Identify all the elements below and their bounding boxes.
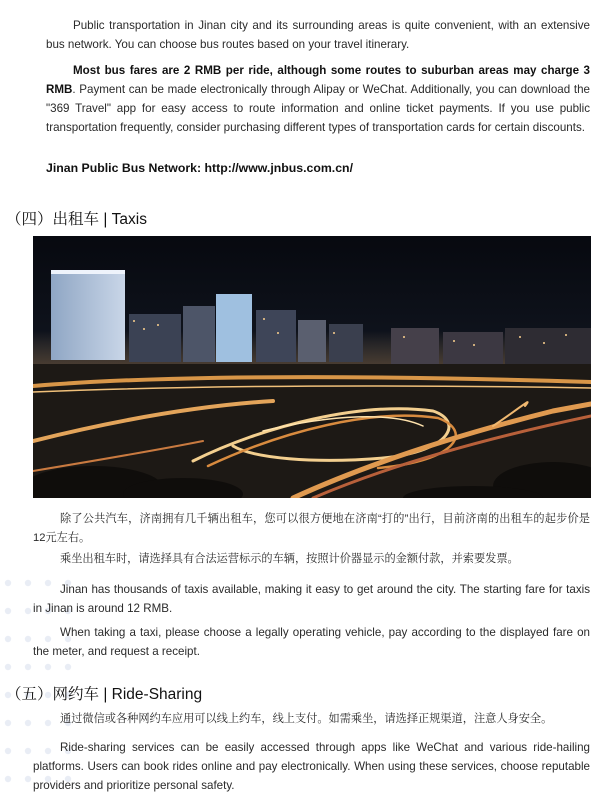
- decorative-dot: [65, 664, 71, 670]
- decorative-dot: [5, 776, 11, 782]
- decorative-dot: [5, 664, 11, 670]
- bus-network-link[interactable]: Jinan Public Bus Network: http://www.jnbus.com.cn/: [46, 161, 353, 175]
- decorative-dot: [25, 608, 31, 614]
- taxis-en-paragraph-1: Jinan has thousands of taxis available, making it easy to get around the city. The starting fare for taxis in Jinan is around 12 RMB.: [33, 583, 590, 615]
- decorative-dot: [5, 720, 11, 726]
- taxis-heading: [6, 207, 147, 229]
- decorative-dot: [25, 720, 31, 726]
- decorative-dot: [25, 748, 31, 754]
- bus-intro-paragraph: Public transportation in Jinan city and its surrounding areas is quite convenient, with an extensive bus network. You can choose bus routes based on your travel itinerary.: [46, 19, 590, 51]
- bus-fares-highlight: Most bus fares are 2 RMB per ride, although some routes to suburban areas may charge 3 RMB: [46, 64, 590, 96]
- ridesharing-heading-en: Ride-Sharing: [111, 686, 203, 703]
- taxis-en-paragraph-2: When taking a taxi, please choose a legally operating vehicle, pay according to the displayed fare on the meter, and request a receipt.: [33, 626, 590, 658]
- taxis-cn-paragraph-1: 除了公共汽车，济南拥有几千辆出租车，您可以很方便地在济南“打的”出行，目前济南的出租车的起步价是12元左右。: [33, 513, 590, 544]
- jinan-night-interchange-photo: [33, 236, 591, 498]
- heading-separator: |: [99, 686, 112, 703]
- bus-fares-details: . Payment can be made electronically through Alipay or WeChat. Additionally, you can download the "369 Travel" app for easy access to route information and online ticket payments. If you use public transportation frequently, consider purchasing different types of transportation cards for certain discounts.: [46, 83, 590, 134]
- decorative-dot: [45, 664, 51, 670]
- heading-separator: |: [99, 211, 112, 228]
- decorative-dot: [5, 636, 11, 642]
- ridesharing-heading-cn: （五）网约车: [6, 686, 100, 703]
- bus-fares-paragraph: [46, 61, 590, 137]
- taxis-heading-cn: （四）出租车: [6, 211, 100, 228]
- ridesharing-heading: [6, 682, 202, 704]
- taxis-heading-en: Taxis: [111, 211, 147, 228]
- ridesharing-cn-paragraph: 通过微信或各种网约车应用可以线上约车，线上支付。如需乘坐，请选择正规渠道，注意人身安全。: [60, 713, 553, 725]
- ridesharing-en-paragraph: Ride-sharing services can be easily accessed through apps like WeChat and various ride-hailing platforms. Users can book rides online and pay electronically. When using these services, choose reputable providers and prioritize personal safety.: [33, 741, 590, 792]
- decorative-dot: [25, 664, 31, 670]
- decorative-dot: [5, 748, 11, 754]
- decorative-dot: [25, 776, 31, 782]
- taxis-cn-paragraph-2: 乘坐出租车时，请选择具有合法运营标示的车辆，按照计价器显示的金额付款，并索要发票。: [60, 553, 519, 565]
- decorative-dot: [5, 608, 11, 614]
- decorative-dot: [25, 580, 31, 586]
- decorative-dot: [25, 636, 31, 642]
- decorative-dot: [5, 580, 11, 586]
